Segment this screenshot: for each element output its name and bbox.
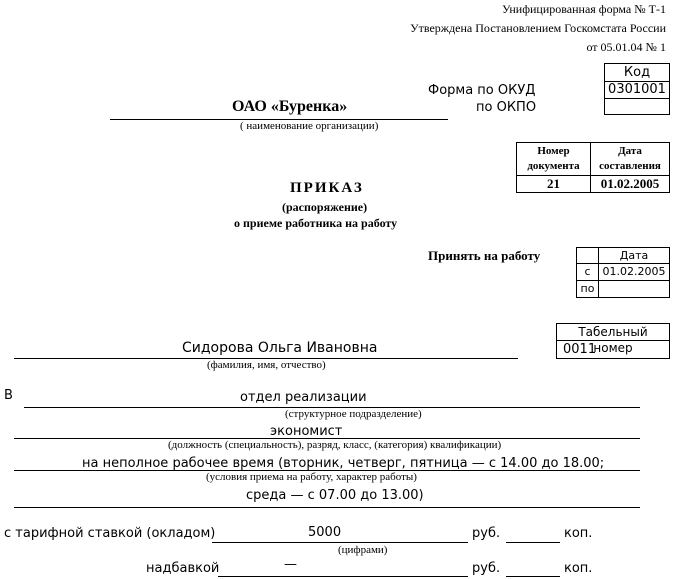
okpo-label: по ОКПО: [476, 100, 537, 115]
organization-caption: ( наименование организации): [240, 120, 379, 132]
doc-number-header: Номер документа: [516, 142, 591, 176]
hire-from-label: с: [576, 263, 599, 281]
salary-value: 5000: [308, 525, 342, 540]
conditions-line2: среда — с 07.00 до 13.00): [246, 488, 424, 503]
hire-label: Принять на работу: [428, 248, 541, 263]
form-type-line: Унифицированная форма № Т-1: [501, 2, 666, 16]
employee-name-caption: (фамилия, имя, отчество): [207, 359, 326, 371]
bonus-rub: руб.: [472, 561, 501, 576]
employee-name: Сидорова Ольга Ивановна: [182, 340, 378, 356]
order-subject: о приеме работника на работу: [234, 216, 398, 230]
kod-header: Код: [604, 63, 670, 82]
okud-label: Форма по ОКУД: [428, 83, 536, 98]
bonus-label: надбавкой: [146, 561, 220, 576]
bonus-underline: [218, 576, 468, 577]
doc-date-header: Дата составления: [590, 142, 670, 176]
hire-to-date: [598, 280, 670, 298]
approval-line: Утверждена Постановлением Госкомстата России: [410, 21, 666, 35]
department-prefix: В: [4, 388, 13, 403]
conditions-caption: (условия приема на работу, характер работы): [206, 471, 417, 483]
conditions-line1: на неполное рабочее время (вторник, четверг, пятница — с 14.00 до 18.00;: [82, 456, 605, 471]
tab-number: 0011: [556, 340, 670, 359]
approval-date-line: от 05.01.04 № 1: [586, 40, 666, 54]
bonus-kop: коп.: [564, 561, 593, 576]
hire-to-label: по: [576, 280, 599, 298]
conditions-underline-2: [14, 507, 640, 508]
salary-caption: (цифрами): [338, 544, 388, 556]
form-header: [410, 2, 666, 55]
tab-number-header: Табельный номер: [556, 323, 670, 341]
okud-value: 0301001: [604, 81, 670, 99]
organization-name: ОАО «Буренка»: [232, 98, 348, 115]
position-value: экономист: [270, 424, 343, 439]
okpo-value: [604, 98, 670, 115]
doc-number: 21: [516, 175, 591, 193]
bonus-kop-underline: [506, 576, 560, 577]
order-subtitle: (распоряжение): [282, 200, 368, 214]
department-caption: (структурное подразделение): [285, 408, 422, 420]
salary-kop-underline: [506, 542, 560, 543]
salary-rub: руб.: [472, 526, 501, 541]
hire-blank-cell: [576, 247, 599, 264]
hire-date-header: Дата: [598, 247, 670, 264]
doc-date: 01.02.2005: [590, 175, 670, 193]
bonus-value: —: [284, 557, 297, 572]
salary-label: с тарифной ставкой (окладом): [4, 526, 216, 541]
hire-from-date: 01.02.2005: [598, 263, 670, 281]
order-title: ПРИКАЗ: [290, 180, 364, 196]
salary-kop: коп.: [564, 526, 593, 541]
salary-underline: [212, 542, 468, 543]
department-value: отдел реализации: [240, 390, 367, 405]
position-caption: (должность (специальность), разряд, класс, (категория) квалификации): [168, 439, 502, 451]
